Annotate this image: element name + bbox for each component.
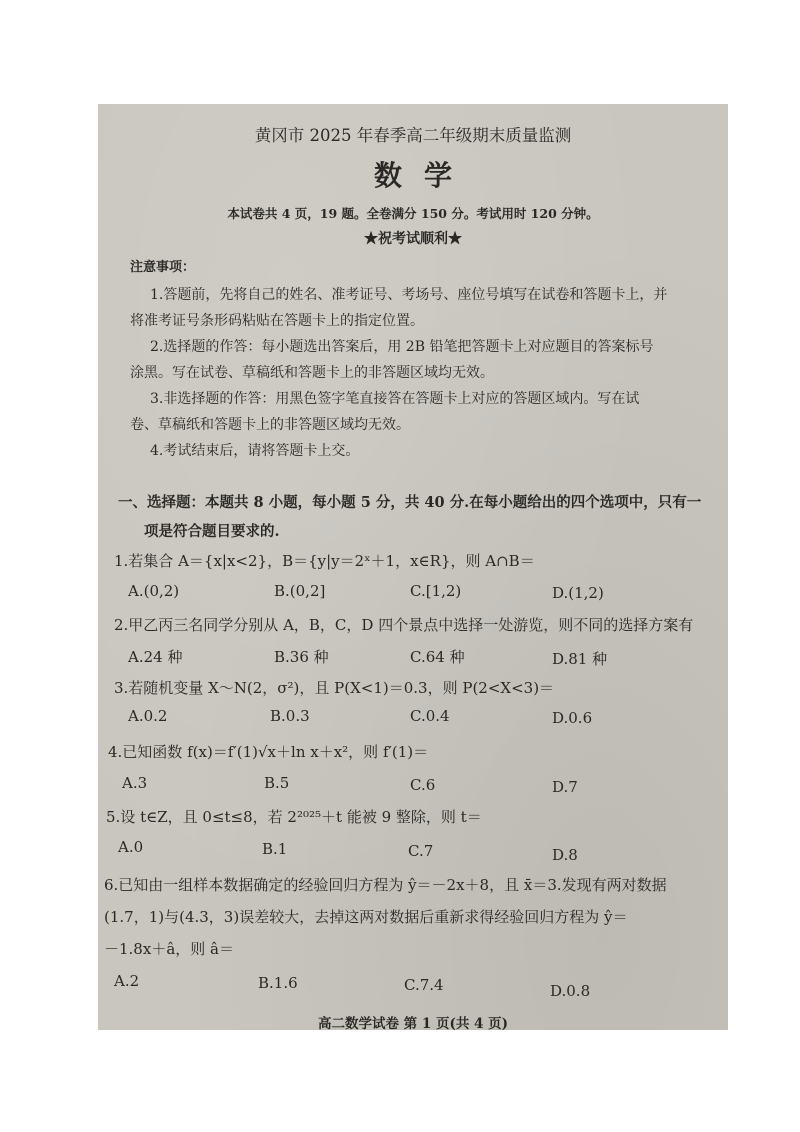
question-6-option-a: A.2 [114,972,140,990]
question-1-stem: 1.若集合 A＝{x|x<2}，B＝{y|y＝2ˣ＋1，x∈R}，则 A∩B＝ [114,552,535,570]
question-2-option-d: D.81 种 [552,650,608,668]
question-6-option-b: B.1.6 [258,974,298,992]
question-2-option-b: B.36 种 [274,648,329,666]
question-1-option-a: A.(0,2) [128,582,180,600]
question-5-option-c: C.7 [408,842,434,860]
question-4-option-b: B.5 [264,774,290,792]
question-6-stem-line-1: 6.已知由一组样本数据确定的经验回归方程为 ŷ＝－2x＋8，且 x̄＝3.发现有两对数据 [104,876,667,894]
question-6-option-c: C.7.4 [404,976,444,994]
question-3-option-a: A.0.2 [128,707,168,725]
notes-heading: 注意事项： [130,260,196,275]
question-5-option-b: B.1 [262,840,288,858]
good-luck-banner: ★祝考试顺利★ [364,231,462,247]
question-5-option-a: A.0 [118,838,144,856]
note-3-line-1: 3.非选择题的作答：用黑色签字笔直接答在答题卡上对应的答题区域内。写在试 [150,391,640,407]
note-4: 4.考试结束后，请将答题卡上交。 [150,443,360,459]
question-1-option-c: C.[1,2) [410,582,462,600]
question-5-option-d: D.8 [552,846,578,864]
note-2-line-1: 2.选择题的作答：每小题选出答案后，用 2B 铅笔把答题卡上对应题目的答案标号 [150,339,654,355]
question-4-option-a: A.3 [122,774,148,792]
question-6-stem-line-3: －1.8x＋â，则 â＝ [104,940,234,958]
question-2-stem: 2.甲乙丙三名同学分别从 A，B，C，D 四个景点中选择一处游览，则不同的选择方案有 [114,616,694,634]
question-4-stem: 4.已知函数 f(x)＝f′(1)√x＋ln x＋x²，则 f′(1)＝ [108,743,429,761]
question-6-option-d: D.0.8 [550,982,591,1000]
section-1-heading-line-1: 一、选择题：本题共 8 小题，每小题 5 分，共 40 分.在每小题给出的四个选项中，只有一 [118,494,702,511]
page-footer: 高二数学试卷 第 1 页(共 4 页) [317,1016,509,1032]
section-1-heading-line-2: 项是符合题目要求的. [144,523,280,540]
question-2-option-a: A.24 种 [128,648,183,666]
exam-page [98,104,728,1030]
question-1-option-d: D.(1,2) [552,584,604,602]
question-3-option-d: D.0.6 [552,709,593,727]
question-3-stem: 3.若随机变量 X～N(2，σ²)，且 P(X<1)＝0.3，则 P(2<X<3)＝ [114,679,555,697]
question-3-option-c: C.0.4 [410,707,450,725]
question-3-option-b: B.0.3 [270,707,310,725]
note-2-line-2: 涂黑。写在试卷、草稿纸和答题卡上的非答题区域均无效。 [130,365,494,381]
question-1-option-b: B.(0,2] [274,582,326,600]
exam-title: 黄冈市 2025 年春季高二年级期末质量监测 [254,126,572,145]
note-1-line-1: 1.答题前，先将自己的姓名、准考证号、考场号、座位号填写在试卷和答题卡上，并 [150,287,668,303]
note-1-line-2: 将准考证号条形码粘贴在答题卡上的指定位置。 [130,313,424,329]
question-4-option-d: D.7 [552,778,578,796]
question-2-option-c: C.64 种 [410,648,465,666]
question-4-option-c: C.6 [410,776,436,794]
question-6-stem-line-2: (1.7，1)与(4.3，3)误差较大，去掉这两对数据后重新求得经验回归方程为 ŷ＝ [104,908,628,926]
note-3-line-2: 卷、草稿纸和答题卡上的非答题区域均无效。 [130,417,410,433]
exam-info: 本试卷共 4 页，19 题。全卷满分 150 分。考试用时 120 分钟。 [227,206,599,221]
question-5-stem: 5.设 t∈Z，且 0≤t≤8，若 2²⁰²⁵＋t 能被 9 整除，则 t＝ [106,808,482,826]
subject-title: 数学 [373,159,474,192]
